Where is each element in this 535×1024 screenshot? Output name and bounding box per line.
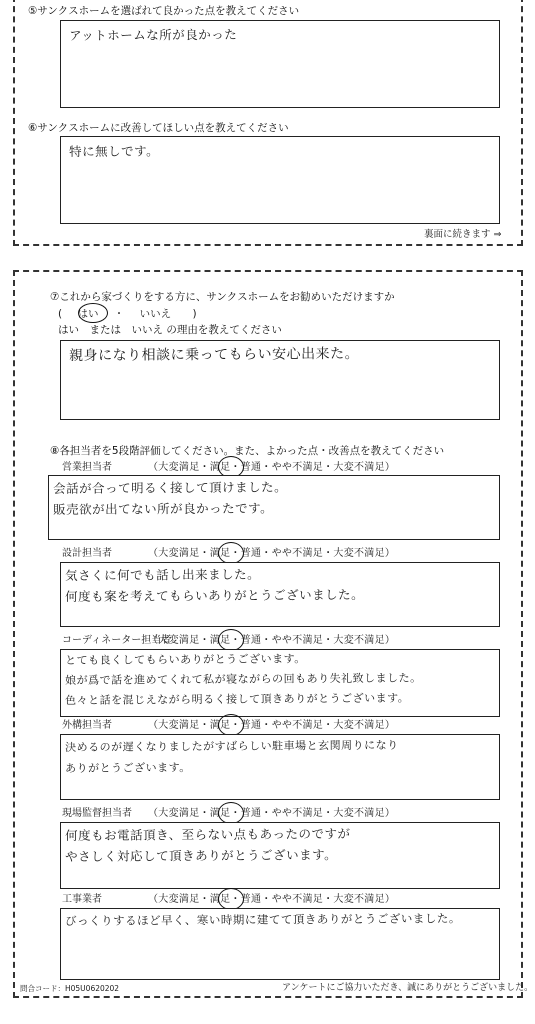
role-exterior-comment-line-1: 決めるのが遅くなりましたがすばらしい駐車場と玄関周りになり [65, 738, 399, 754]
q5-answer: アットホームな所が良かった [69, 26, 238, 43]
role-site-supervisor-answer-box [60, 822, 500, 889]
role-coordinator-comment-line-3: 色々と話を混じえながら明るく接して頂きありがとうございます。 [65, 691, 410, 707]
q7-choice-row [58, 308, 197, 320]
q7-label: ⑦これから家づくりをする方に、サンクスホームをお勧めいただけますか [50, 291, 395, 303]
role-design-comment-line-1: 気さくに何でも話し出来ました。 [65, 566, 261, 583]
role-sales-scale[interactable]: （大変満足・満足・普通・やや不満足・大変不満足） [148, 462, 396, 473]
q6-label: ⑥サンクスホームに改善してほしい点を教えてください [28, 122, 289, 134]
q6-answer-box [60, 136, 500, 224]
role-site-supervisor-comment-line-2: やさしく対応して頂きありがとうございます。 [65, 847, 338, 864]
q5-label: ⑤サンクスホームを選ばれて良かった点を教えてください [28, 5, 300, 17]
role-exterior-scale[interactable]: （大変満足・満足・普通・やや不満足・大変不満足） [148, 720, 396, 731]
footer-thanks: アンケートにご協力いただき、誠にありがとうございました。 [282, 983, 534, 993]
q7-option-no[interactable]: いいえ [139, 308, 172, 320]
role-site-supervisor-comment-line-1: 何度もお電話頂き、至らない点もあったのですが [65, 826, 351, 843]
q5-answer-box [60, 20, 500, 108]
role-sales-comment-line-1: 会話が合って明るく接して頂けました。 [53, 479, 288, 496]
q8-label: ⑧各担当者を5段階評価してください。また、よかった点・改善点を教えてください [50, 445, 445, 457]
role-design-comment-line-2: 何度も案を考えてもらいありがとうございました。 [65, 586, 365, 604]
role-coordinator-comment-line-2: 娘が爲で話を進めてくれて私が寝ながらの回もあり失礼致しました。 [65, 671, 422, 687]
role-design-label: 設計担当者 [62, 548, 112, 559]
q7-reason-label: はい または いいえ の理由を教えてください [58, 324, 282, 336]
role-design-scale[interactable]: （大変満足・満足・普通・やや不満足・大変不満足） [148, 548, 396, 559]
role-contractor-scale[interactable]: （大変満足・満足・普通・やや不満足・大変不満足） [148, 894, 396, 905]
role-coordinator-answer-box [60, 649, 500, 717]
role-exterior-label: 外構担当者 [62, 720, 112, 731]
q7-close-paren: ) [192, 308, 197, 320]
q7-option-yes[interactable]: はい [77, 308, 99, 320]
q7-separator: ・ [113, 308, 125, 320]
role-sales-comment-line-2: 販売欲が出てない所が良かったです。 [53, 500, 274, 517]
q7-answer-box [60, 340, 500, 420]
role-contractor-comment-line-1: びっくりするほど早く、寒い時期に建てて頂きありがとうございました。 [65, 911, 461, 928]
role-coordinator-comment-line-1: とても良くしてもらいありがとうございます。 [65, 652, 306, 667]
role-coordinator-scale[interactable]: （大変満足・満足・普通・やや不満足・大変不満足） [148, 635, 396, 646]
role-sales-answer-box [48, 475, 500, 540]
role-contractor-answer-box [60, 908, 500, 980]
continued-on-back-note: 裏面に続きます ⇒ [424, 229, 502, 240]
footer-code: 問合コード：H05U0620202 [20, 984, 120, 993]
q7-open-paren: ( [58, 308, 63, 320]
role-coordinator-label: コーディネーター担当者 [62, 635, 172, 646]
role-site-supervisor-scale[interactable]: （大変満足・満足・普通・やや不満足・大変不満足） [148, 808, 396, 819]
q6-answer: 特に無しです。 [69, 143, 160, 159]
q7-answer: 親身になり相談に乗ってもらい安心出来た。 [69, 345, 360, 364]
role-contractor-label: 工事業者 [62, 894, 102, 905]
role-exterior-answer-box [60, 734, 500, 800]
role-sales-label: 営業担当者 [62, 462, 112, 473]
role-site-supervisor-label: 現場監督担当者 [62, 808, 132, 819]
role-design-answer-box [60, 562, 500, 627]
role-exterior-comment-line-2: ありがとうございます。 [65, 761, 191, 775]
